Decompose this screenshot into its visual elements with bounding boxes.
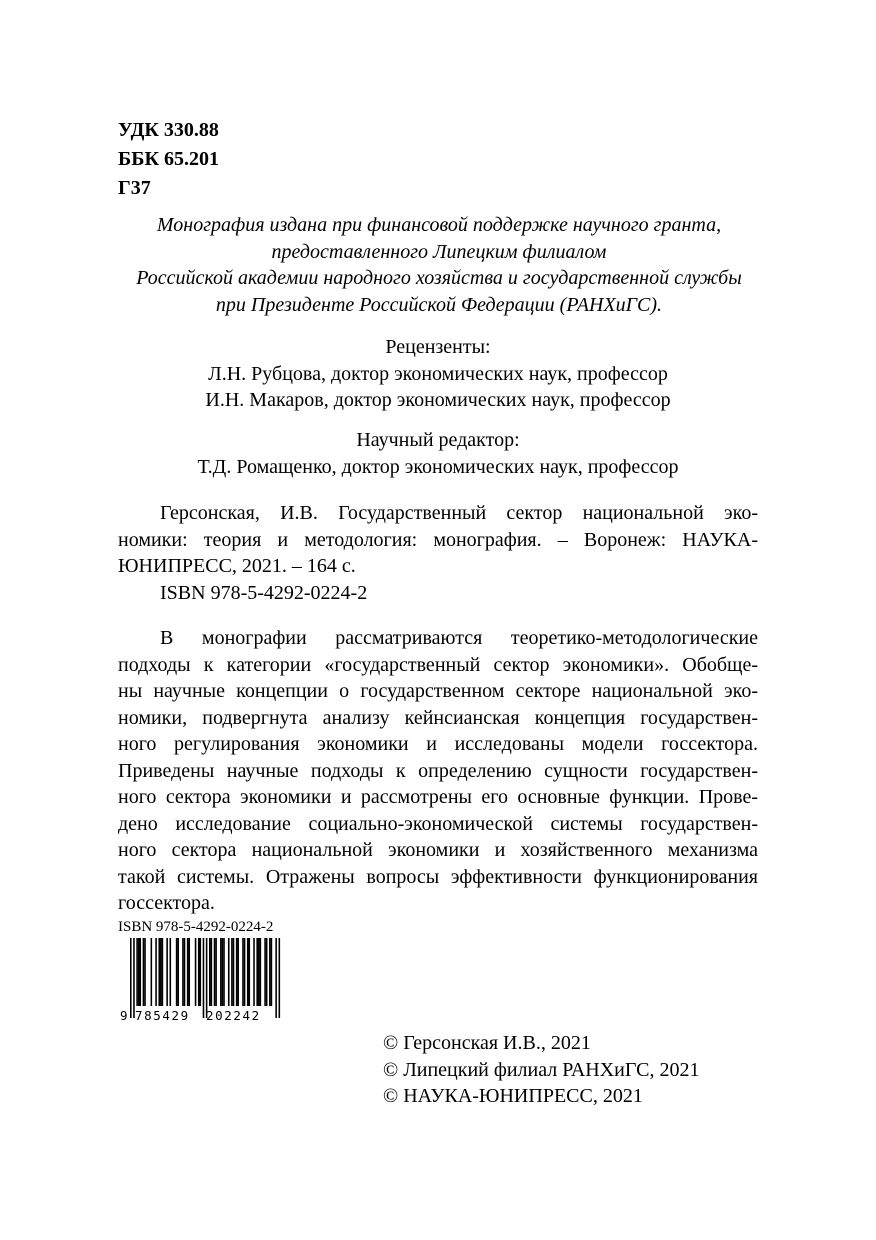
barcode-bar (177, 938, 179, 1006)
barcode-digit-lead: 9 (120, 1008, 128, 1022)
barcode-digits-left: 785429 (135, 1008, 190, 1022)
barcode-bar (247, 938, 249, 1006)
barcode-bar (130, 938, 132, 1018)
grant-note-line: предоставленного Липецким филиалом (271, 240, 607, 263)
barcode-bar (198, 938, 200, 1006)
abstract-line: ного регулирования экономики и исследованы модели госсектора. (118, 733, 758, 755)
abstract (118, 625, 758, 917)
biblio-line: ЮНИПРЕСС, 2021. – 164 с. (118, 555, 356, 577)
barcode-bar (242, 938, 244, 1006)
bbk-code: ББК 65.201 (118, 148, 219, 170)
barcode-bar (188, 938, 190, 1006)
copyright-block (383, 1030, 699, 1110)
reviewer-item: Л.Н. Рубцова, доктор экономических наук, профессор (208, 362, 668, 385)
abstract-line: Приведены научные подходы к определению сущности государствен- (118, 759, 758, 782)
barcode-graphic (118, 936, 284, 1022)
barcode-digits-right: 202242 (206, 1008, 261, 1022)
barcode-bar (236, 938, 238, 1006)
grant-note-line: Монография издана при финансовой поддержке научного гранта, (156, 214, 722, 236)
abstract-line: такой системы. Отражены вопросы эффективности функционирования (118, 865, 758, 888)
barcode-bar (256, 938, 258, 1006)
classification-codes (118, 116, 219, 203)
barcode-bar (133, 938, 135, 1018)
udk-code: УДК 330.88 (118, 119, 219, 141)
barcode-bar (231, 938, 233, 1006)
barcode-bar (233, 938, 235, 1006)
barcode-bar (271, 938, 273, 1006)
abstract-line: ны научные концепции о государственном секторе национальной эко- (118, 680, 758, 702)
barcode-bar (162, 938, 164, 1006)
barcode-bar (187, 938, 189, 1006)
abstract-line: ного сектора национальной экономики и хозяйственного механизма (118, 839, 758, 861)
barcode-bar (264, 938, 266, 1006)
barcode-bar (182, 938, 184, 1006)
author-mark: Г37 (118, 177, 151, 199)
abstract-line: госсектора. (118, 892, 215, 914)
editor-block (100, 427, 776, 480)
biblio-line: номики: теория и методология: монография. – Воронеж: НАУКА- (118, 528, 758, 551)
barcode-bar (195, 938, 197, 1006)
reviewer-item: И.Н. Макаров, доктор экономических наук, профессор (205, 389, 671, 411)
barcode-bar (136, 938, 138, 1006)
copyright-line: © Герсонская И.В., 2021 (383, 1032, 591, 1054)
barcode-bar (214, 938, 216, 1006)
barcode-bar (260, 938, 262, 1006)
biblio-isbn: ISBN 978-5-4292-0224-2 (160, 581, 368, 604)
barcode-bar (228, 938, 230, 1006)
barcode-bar (275, 938, 277, 1018)
barcode-bar (279, 938, 281, 1018)
abstract-line: номики, подвергнута анализу кейнсианская концепция государствен- (118, 706, 758, 729)
barcode-bar (203, 938, 205, 1018)
isbn-barcode (118, 936, 284, 1027)
grant-note (108, 212, 770, 318)
barcode-bar (249, 938, 251, 1006)
biblio-line: Герсонская, И.В. Государственный сектор национальной эко- (160, 502, 758, 524)
barcode-bar (138, 938, 140, 1006)
barcode-bar (158, 938, 160, 1006)
barcode-bar (220, 938, 222, 1006)
copyright-line: © НАУКА-ЮНИПРЕСС, 2021 (383, 1085, 643, 1107)
barcode-bar (209, 938, 211, 1006)
barcode-bar (206, 938, 208, 1018)
barcode-bar (160, 938, 162, 1006)
abstract-line: подходы к категории «государственный сектор экономики». Обобще- (118, 653, 758, 676)
barcode-bar (143, 938, 145, 1006)
editor-heading: Научный редактор: (356, 429, 520, 451)
barcode-bar (244, 938, 246, 1006)
barcode-bar (258, 938, 260, 1006)
barcode-bar (200, 938, 202, 1006)
barcode-bar (184, 938, 186, 1006)
barcode-bar (269, 938, 271, 1006)
abstract-line: ного сектора экономики и рассмотрены его основные функции. Прове- (118, 786, 758, 808)
reviewers-block (100, 334, 776, 414)
barcode-bar (166, 938, 168, 1006)
barcode-isbn-label: ISBN 978-5-4292-0224-2 (118, 919, 274, 935)
abstract-line: дено исследование социально-экономической системы государствен- (118, 812, 758, 835)
reviewers-heading: Рецензенты: (385, 336, 491, 358)
barcode-bar (155, 938, 157, 1006)
barcode-bar (151, 938, 153, 1006)
barcode-bar (215, 938, 217, 1006)
grant-note-line: Российской академии народного хозяйства и государственной службы (136, 267, 742, 289)
barcode-bar (139, 938, 141, 1006)
barcode-bar (237, 938, 239, 1006)
barcode-bar (223, 938, 225, 1006)
abstract-line: В монографии рассматриваются теоретико-методологические (160, 627, 758, 649)
barcode-bar (170, 938, 172, 1006)
editor-name: Т.Д. Ромащенко, доктор экономических наук, профессор (197, 455, 679, 478)
grant-note-line: при Президенте Российской Федерации (РАНХиГС). (215, 293, 663, 316)
bibliographic-record (118, 500, 758, 606)
barcode-bar (176, 938, 178, 1006)
barcode-bar (222, 938, 224, 1006)
barcode-bar (144, 938, 146, 1006)
barcode-bar (266, 938, 268, 1006)
barcode-bar (253, 938, 255, 1006)
barcode-bar (211, 938, 213, 1006)
copyright-line: © Липецкий филиал РАНХиГС, 2021 (383, 1058, 700, 1081)
